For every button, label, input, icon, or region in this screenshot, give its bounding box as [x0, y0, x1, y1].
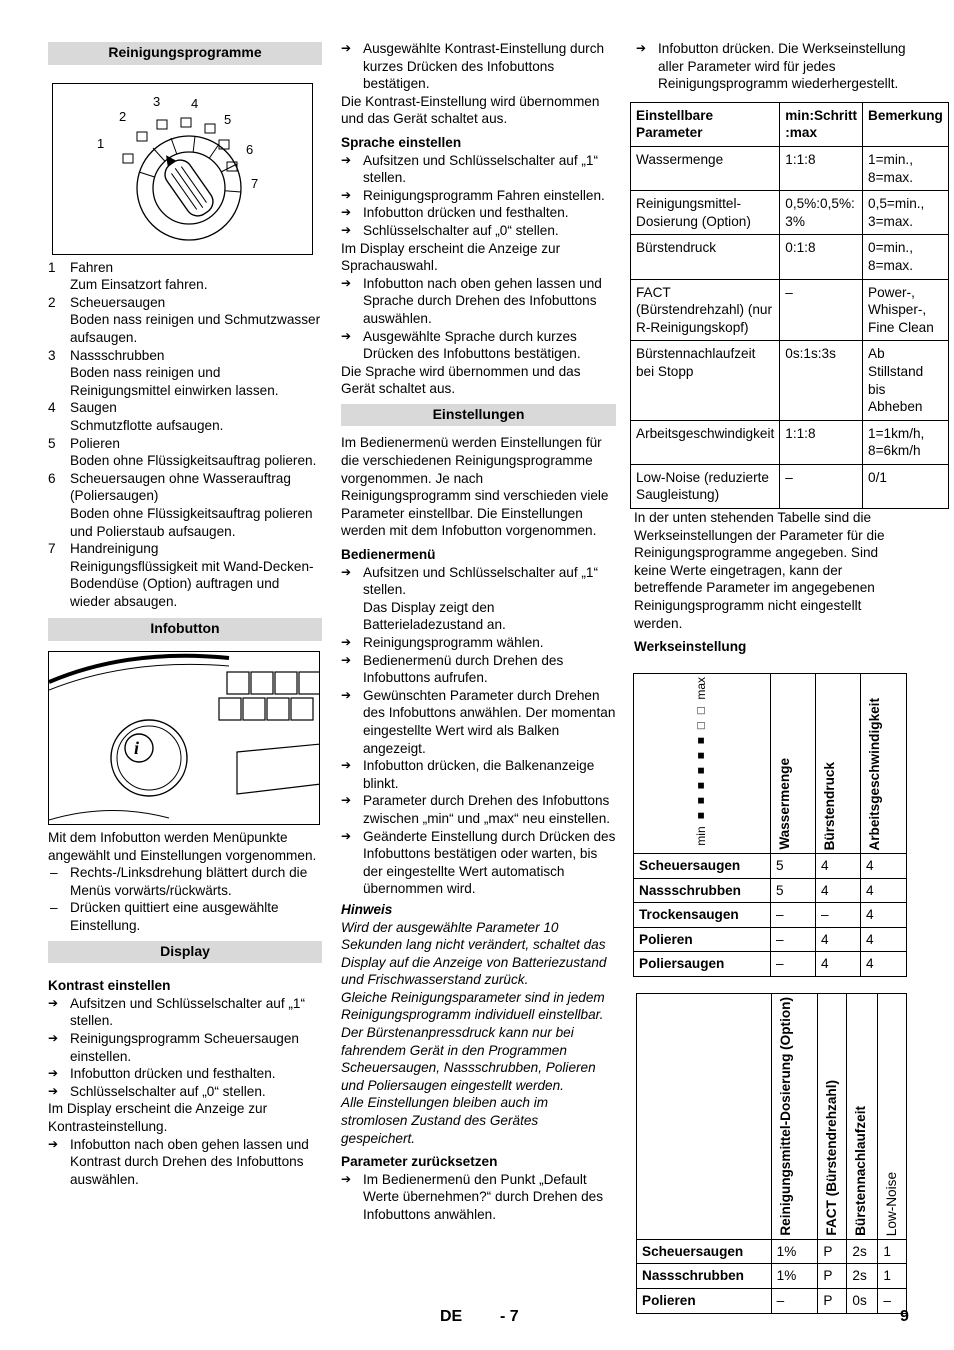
hint-para-1: Wird der ausgewählte Parameter 10 Sekunden lang nicht verändert, schaltet das Display auf die Anzeige von Batteriezustand und Frischwasserstand zurück.	[341, 919, 607, 988]
info-dash-1: – Rechts-/Linksdrehung blättert durch die Menüs vorwärts/rückwärts.	[48, 864, 322, 899]
column-1	[48, 40, 322, 1188]
empty-header-cell	[637, 994, 772, 1240]
menu-step-1: ➔ Aufsitzen und Schlüsselschalter auf „1“ stellen.	[341, 564, 616, 599]
program-item-5: 5 Polieren Boden ohne Flüssigkeitsauftrag polieren.	[48, 435, 317, 469]
contrast-step-5: ➔ Infobutton nach oben gehen lassen und Kontrast durch Drehen des Infobuttons auswählen.	[48, 1136, 322, 1189]
contrast-step-4: ➔ Schlüsselschalter auf „0“ stellen.	[48, 1083, 322, 1101]
menu-step-7: ➔ Geänderte Einstellung durch Drücken des Infobuttons bestätigen oder warten, bis der eingestellte Wert automatisch übernommen wird.	[341, 828, 616, 898]
dial-label-3: 3	[153, 93, 161, 109]
lang-done-text: Die Sprache wird übernommen und das Gerät schaltet aus.	[341, 363, 581, 397]
lang-step-4: ➔ Schlüsselschalter auf „0“ stellen.	[341, 222, 616, 240]
factory-table-1	[633, 673, 907, 977]
subheading-factory: Werkseinstellung	[634, 639, 747, 655]
reset-step-1: ➔ Im Bedienermenü den Punkt „Default Werte übernehmen?“ durch Drehen des Infobuttons anwählen.	[341, 1171, 616, 1224]
heading-infobutton: Infobutton	[48, 618, 322, 641]
subheading-contrast: Kontrast einstellen	[48, 978, 171, 994]
table-row: Polieren – P 0s –	[637, 1288, 907, 1313]
column-3	[630, 40, 943, 1314]
table-row: Bürstennachlaufzeit bei Stopp 0s:1s:3s Ab Stillstand bis Abheben	[631, 341, 949, 420]
subheading-reset: Parameter zurücksetzen	[341, 1154, 498, 1170]
table-header-row	[637, 994, 907, 1240]
subheading-language: Sprache einstellen	[341, 134, 462, 150]
level-scale-cell	[634, 673, 771, 853]
hint-para-4: Alle Einstellungen bleiben auch im stromlosen Zustand des Gerätes gespeichert.	[341, 1095, 549, 1146]
contrast-step-1: ➔ Aufsitzen und Schlüsselschalter auf „1“ stellen.	[48, 995, 322, 1030]
footer-page-number: 9	[900, 1308, 909, 1325]
col-arbeitsgeschwindigkeit: Arbeitsgeschwindigkeit	[867, 697, 882, 851]
lang-step-2: ➔ Reinigungsprogramm Fahren einstellen.	[341, 187, 616, 205]
hint-para-3: Der Bürstenanpressdruck kann nur bei fahrendem Gerät in den Programmen Scheuersaugen, Nassschrubben, Polieren und Poliersaugen eingestellt werden.	[341, 1025, 596, 1093]
menu-step-4: ➔ Gewünschten Parameter durch Drehen des Infobuttons anwählen. Der momentan eingestellte Wert wird als Balken angezeigt.	[341, 687, 616, 757]
menu-step-2: ➔ Reinigungsprogramm wählen.	[341, 634, 616, 652]
table-row: Wassermenge 1:1:8 1=min., 8=max.	[631, 146, 949, 190]
menu-step-6: ➔ Parameter durch Drehen des Infobuttons zwischen „min“ und „max“ neu einstellen.	[341, 792, 616, 827]
table-row: Arbeitsgeschwindigkeit 1:1:8 1=1km/h, 8=6km/h	[631, 420, 949, 464]
hint-title: Hinweis	[341, 901, 393, 917]
table-row: Scheuersaugen 1% P 2s 1	[637, 1239, 907, 1264]
program-item-2: 2 Scheuersaugen Boden nass reinigen und Schmutzwasser aufsaugen.	[48, 294, 321, 345]
contrast-confirm-step: ➔ Ausgewählte Kontrast-Einstellung durch kurzes Drücken des Infobuttons bestätigen.	[341, 40, 616, 93]
dial-label-2: 2	[119, 108, 127, 124]
menu-step-5: ➔ Infobutton drücken, die Balkenanzeige blinkt.	[341, 757, 616, 792]
dial-label-6: 6	[246, 141, 254, 157]
dial-label-5: 5	[224, 111, 232, 127]
table-row: Bürstendruck 0:1:8 0=min., 8=max.	[631, 235, 949, 279]
footer-language: DE	[440, 1308, 463, 1325]
contrast-text: Im Display erscheint die Anzeige zur Kontrasteinstellung.	[48, 1101, 268, 1134]
table-row: Trockensaugen – – 4	[634, 903, 907, 928]
table-row: Low-Noise (reduzierte Saugleistung) – 0/1	[631, 464, 949, 508]
program-list	[48, 259, 322, 611]
table-row: Poliersaugen – 4 4	[634, 952, 907, 977]
heading-programs: Reinigungsprogramme	[48, 42, 322, 65]
lang-step-5: ➔ Infobutton nach oben gehen lassen und Sprache durch Drehen des Infobuttons auswählen.	[341, 275, 616, 328]
dial-label-7: 7	[251, 175, 259, 191]
contrast-step-2: ➔ Reinigungsprogramm Scheuersaugen einstellen.	[48, 1030, 322, 1065]
contrast-step-3: ➔ Infobutton drücken und festhalten.	[48, 1065, 322, 1083]
parameter-table	[630, 102, 949, 509]
col-buerstendruck: Bürstendruck	[822, 761, 837, 851]
table-row: Scheuersaugen 5 4 4	[634, 854, 907, 879]
footer-local-page: - 7	[500, 1308, 519, 1325]
range-col-header: min:Schritt :max	[780, 102, 863, 146]
menu-step-1-note: Das Display zeigt den Batterieladezustand an.	[363, 599, 506, 633]
menu-step-3: ➔ Bedienermenü durch Drehen des Infobuttons aufrufen.	[341, 652, 616, 687]
contrast-done-text: Die Kontrast-Einstellung wird übernommen und das Gerät schaltet aus.	[341, 93, 600, 127]
info-icon: i	[134, 738, 140, 759]
table-row: FACT (Bürstendrehzahl) (nur R-Reinigungskopf) – Power-, Whisper-, Fine Clean	[631, 279, 949, 341]
column-2	[341, 40, 616, 1224]
table-row: Polieren – 4 4	[634, 927, 907, 952]
factory-table-text: In der unten stehenden Tabelle sind die Werkseinstellungen der Parameter für die Reinigungsprogramme angegeben. Sind keine Werte eingetragen, kann der betreffende Parameter im angegebenen Reinigungsprogramm nicht eingestellt werden.	[634, 510, 885, 631]
dial-label-1: 1	[97, 135, 105, 151]
program-item-4: 4 Saugen Schmutzflotte aufsaugen.	[48, 400, 224, 433]
heading-settings: Einstellungen	[341, 404, 616, 427]
table-header-row	[631, 102, 949, 146]
col-wassermenge: Wassermenge	[777, 758, 792, 851]
col-dosierung: Reinigungsmittel-Dosierung (Option)	[777, 997, 793, 1236]
col-nachlaufzeit: Bürstennachlaufzeit	[853, 1105, 869, 1236]
lang-step-6: ➔ Ausgewählte Sprache durch kurzes Drücken des Infobuttons bestätigen.	[341, 328, 616, 363]
reset-step-2: ➔ Infobutton drücken. Die Werkseinstellung aller Parameter wird für jedes Reinigungsprogramm wiederhergestellt.	[636, 40, 907, 93]
program-dial-figure	[52, 83, 313, 255]
factory-table-2	[636, 993, 907, 1313]
program-dial-illustration	[53, 84, 312, 254]
program-item-1: 1 Fahren Zum Einsatzort fahren.	[48, 259, 208, 293]
infobutton-illustration	[49, 652, 319, 824]
lang-text: Im Display erscheint die Anzeige zur Sprachauswahl.	[341, 240, 561, 274]
col-fact: FACT (Bürstendrehzahl)	[824, 1080, 840, 1236]
dial-label-4: 4	[191, 95, 199, 111]
lang-step-3: ➔ Infobutton drücken und festhalten.	[341, 204, 616, 222]
heading-display: Display	[48, 941, 322, 964]
hint-para-2: Gleiche Reinigungsparameter sind in jedem Reinigungsprogramm individuell einstellbar.	[341, 989, 605, 1023]
program-item-7: 7 Handreinigung Reinigungsflüssigkeit mit Wand-Decken-Bodendüse (Option) auftragen und wieder absaugen.	[48, 541, 314, 609]
level-scale: min ■■■■■■□□ max	[694, 676, 709, 846]
table-row: Reinigungsmittel-Dosierung (Option) 0,5%:0,5%: 3% 0,5=min., 3=max.	[631, 191, 949, 235]
table-header-row	[634, 673, 907, 853]
infobutton-figure	[48, 651, 320, 825]
table-row: Nassschrubben 1% P 2s 1	[637, 1264, 907, 1289]
table-row: Nassschrubben 5 4 4	[634, 878, 907, 903]
program-item-6: 6 Scheuersaugen ohne Wasserauftrag (Poliersaugen) Boden ohne Flüssigkeitsauftrag polieren und Polierstaub aufsaugen.	[48, 470, 313, 539]
col-low-noise: Low-Noise	[884, 1171, 900, 1236]
lang-step-1: ➔ Aufsitzen und Schlüsselschalter auf „1“ stellen.	[341, 152, 616, 187]
subheading-menu: Bedienermenü	[341, 547, 436, 563]
info-intro: Mit dem Infobutton werden Menüpunkte angewählt und Einstellungen vorgenommen.	[48, 830, 317, 863]
settings-intro: Im Bedienermenü werden Einstellungen für die verschiedenen Reinigungsprogramme vorgenommen. Je nach Reinigungsprogramm sind verschieden viele Parameter einstellbar. Die Einstellungen werden mit dem Infobutton vorgenommen.	[341, 435, 609, 539]
param-col-header: Einstellbare Parameter	[631, 102, 780, 146]
info-dash-2: – Drücken quittiert eine ausgewählte Einstellung.	[48, 899, 322, 934]
program-item-3: 3 Nassschrubben Boden nass reinigen und Reinigungsmittel einwirken lassen.	[48, 347, 279, 398]
remark-col-header: Bemerkung	[863, 102, 949, 146]
